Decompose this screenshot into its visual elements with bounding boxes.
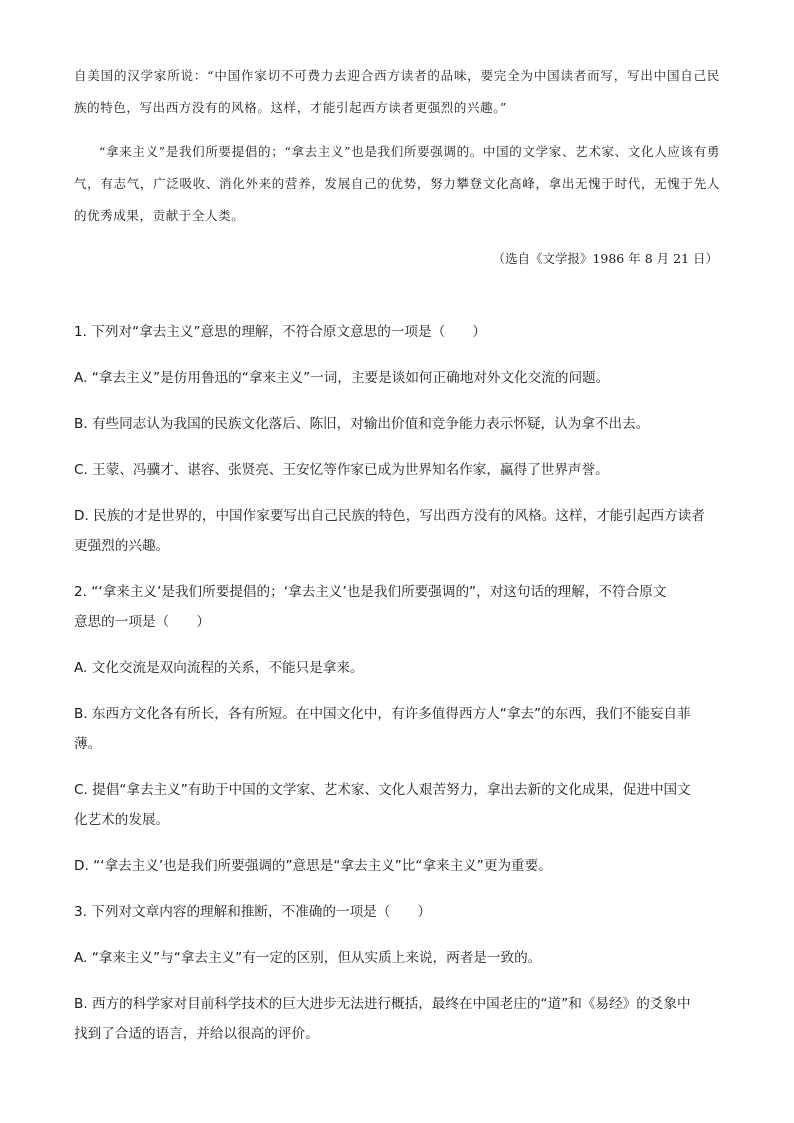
question-3-option-a: A. “拿来主义”与“拿去主义”有一定的区别，但从实质上来说，两者是一致的。 bbox=[74, 950, 542, 966]
question-2-option-b-line-1: B. 东西方文化各有所长，各有所短。在中国文化中，有许多值得西方人“拿去”的东西，我们不能妄自菲 bbox=[74, 706, 691, 722]
question-2-option-a: A. 文化交流是双向流程的关系，不能只是拿来。 bbox=[74, 660, 364, 676]
question-1-option-d-line-1: D. 民族的才是世界的，中国作家要写出自己民族的特色，写出西方没有的风格。这样，才能引起西方读者 bbox=[74, 508, 705, 524]
question-1-stem: 1. 下列对“拿去主义”意思的理解，不符合原文意思的一项是（ ） bbox=[74, 324, 486, 340]
question-2-option-c-line-1: C. 提倡“拿去主义”有助于中国的文学家、艺术家、文化人艰苦努力，拿出去新的文化成果，促进中国文 bbox=[74, 782, 691, 798]
question-1 bbox=[74, 317, 724, 561]
passage-paragraph-1: 自美国的汉学家所说：“中国作家切不可费力去迎合西方读者的品味，要完全为中国读者而写，写出中国自己民族的特色，写出西方没有的风格。这样，才能引起西方读者更强烈的兴趣。” bbox=[74, 68, 720, 115]
question-3-option-b-line-1: B. 西方的科学家对目前科学技术的巨大进步无法进行概括，最终在中国老庄的“道”和《易经》的爻象中 bbox=[74, 996, 691, 1012]
passage-source: （选自《文学报》1986 年 8 月 21 日） bbox=[492, 251, 718, 266]
question-3-option-b-line-2: 找到了合适的语言，并给以很高的评价。 bbox=[74, 1026, 319, 1042]
question-2-option-d: D. “‘拿去主义’也是我们所要强调的”意思是“拿去主义”比“拿来主义”更为重要。 bbox=[74, 858, 552, 874]
question-1-option-b: B. 有些同志认为我国的民族文化落后、陈旧，对输出价值和竞争能力表示怀疑，认为拿不出去。 bbox=[74, 416, 650, 432]
question-2 bbox=[74, 577, 724, 881]
question-1-option-a: A. “拿去主义”是仿用鲁迅的“拿来主义”一词，主要是谈如何正确地对外文化交流的问题。 bbox=[74, 370, 610, 386]
question-1-option-d-line-2: 更强烈的兴趣。 bbox=[74, 538, 170, 554]
question-2-option-c-line-2: 化艺术的发展。 bbox=[74, 812, 170, 828]
question-2-stem-line-1: 2. “‘拿来主义’是我们所要提倡的；‘拿去主义’也是我们所要强调的”，对这句话的理解，不符合原文 bbox=[74, 584, 667, 600]
question-3 bbox=[74, 897, 724, 1049]
question-2-option-b-line-2: 薄。 bbox=[74, 736, 102, 752]
question-1-option-c: C. 王蒙、冯骥才、谌容、张贤亮、王安忆等作家已成为世界知名作家，赢得了世界声誉。 bbox=[74, 462, 609, 478]
questions-section bbox=[74, 317, 724, 1049]
question-2-stem-line-2: 意思的一项是（ ） bbox=[74, 614, 210, 630]
question-3-stem: 3. 下列对文章内容的理解和推断，不准确的一项是（ ） bbox=[74, 904, 432, 920]
passage-paragraph-2: “拿来主义”是我们所要提倡的；“拿去主义”也是我们所要强调的。中国的文学家、艺术家、文化人应该有勇气，有志气，广泛吸收、消化外来的营养，发展自己的优势，努力攀登文化高峰，拿出无愧于时代，无愧于先人的优秀成果，贡献于全人类。 bbox=[74, 144, 720, 223]
